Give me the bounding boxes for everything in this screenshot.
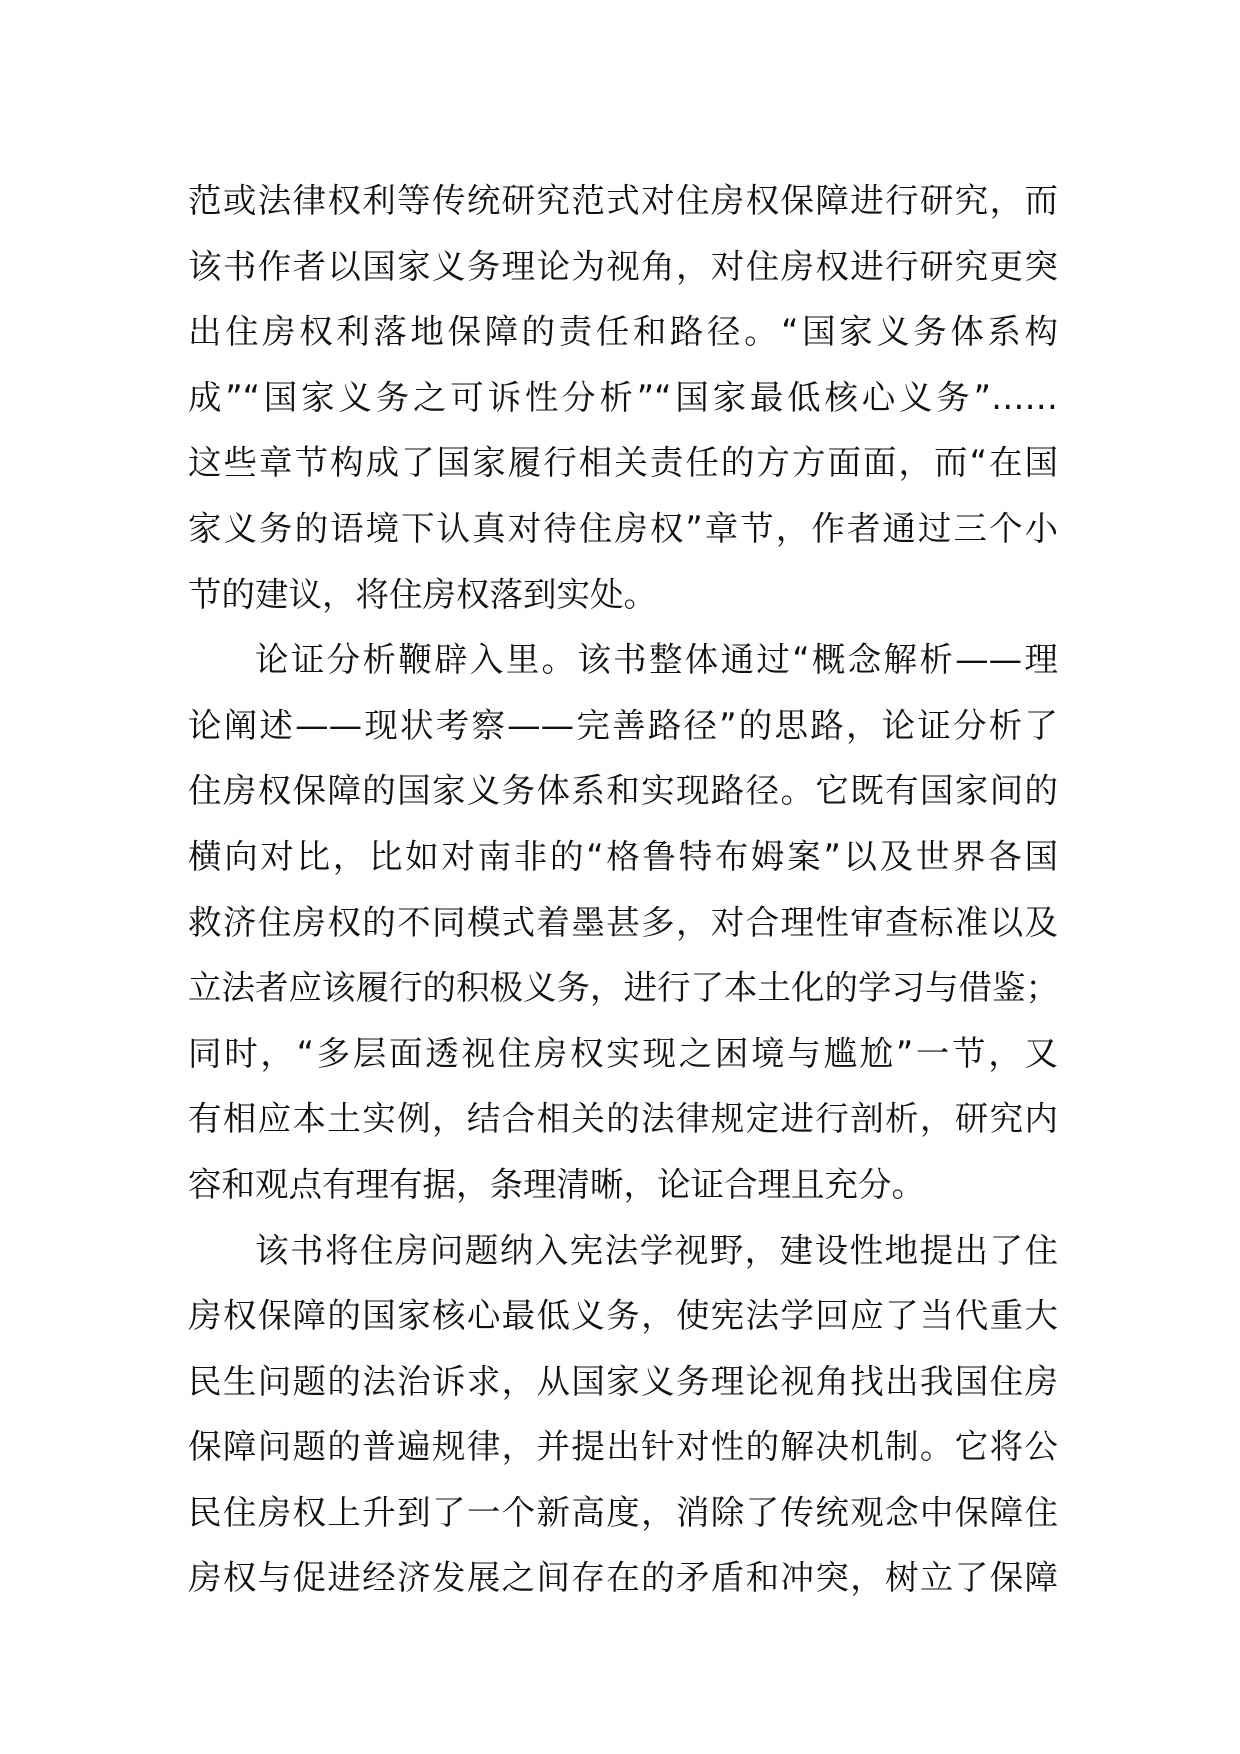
text-line: 民住房权上升到了一个新高度，消除了传统观念中保障住 [188,1492,1058,1532]
text-line: 成”“国家义务之可诉性分析”“国家最低核心义务”…… [188,377,1058,417]
text-line: 家义务的语境下认真对待住房权”章节，作者通过三个小 [188,508,1058,548]
text-line: 这些章节构成了国家履行相关责任的方方面面，而“在国 [188,443,1058,483]
text-line: 民生问题的法治诉求，从国家义务理论视角找出我国住房 [188,1361,1058,1401]
paragraph [188,627,1058,1217]
text-line: 该书作者以国家义务理论为视角，对住房权进行研究更突 [188,246,1058,286]
text-line: 出住房权利落地保障的责任和路径。“国家义务体系构 [188,312,1058,352]
paragraph [188,1218,1058,1612]
text-line: 论证分析鞭辟入里。该书整体通过“概念解析——理 [255,640,1058,680]
text-line: 范或法律权利等传统研究范式对住房权保障进行研究，而 [188,181,1058,220]
body-text [188,168,1058,1611]
text-line: 救济住房权的不同模式着墨甚多，对合理性审查标准以及 [188,902,1058,942]
text-line: 该书将住房问题纳入宪法学视野，建设性地提出了住 [255,1230,1058,1270]
text-line: 保障问题的普遍规律，并提出针对性的解决机制。它将公 [188,1427,1058,1467]
text-line: 横向对比，比如对南非的“格鲁特布姆案”以及世界各国 [188,836,1058,876]
text-line: 立法者应该履行的积极义务，进行了本土化的学习与借鉴； [188,968,1059,1008]
text-line: 节的建议，将住房权落到实处。 [188,574,657,614]
text-line: 住房权保障的国家义务体系和实现路径。它既有国家间的 [188,771,1058,811]
text-line: 容和观点有理有据，条理清晰，论证合理且充分。 [188,1164,925,1204]
text-line: 同时，“多层面透视住房权实现之困境与尴尬”一节，又 [188,1033,1058,1073]
text-line: 有相应本土实例，结合相关的法律规定进行剖析，研究内 [188,1099,1058,1139]
paragraph [188,168,1058,627]
text-line: 房权与促进经济发展之间存在的矛盾和冲突，树立了保障 [188,1558,1058,1598]
text-line: 房权保障的国家核心最低义务，使宪法学回应了当代重大 [188,1296,1058,1336]
text-line: 论阐述——现状考察——完善路径”的思路，论证分析了 [188,705,1058,745]
